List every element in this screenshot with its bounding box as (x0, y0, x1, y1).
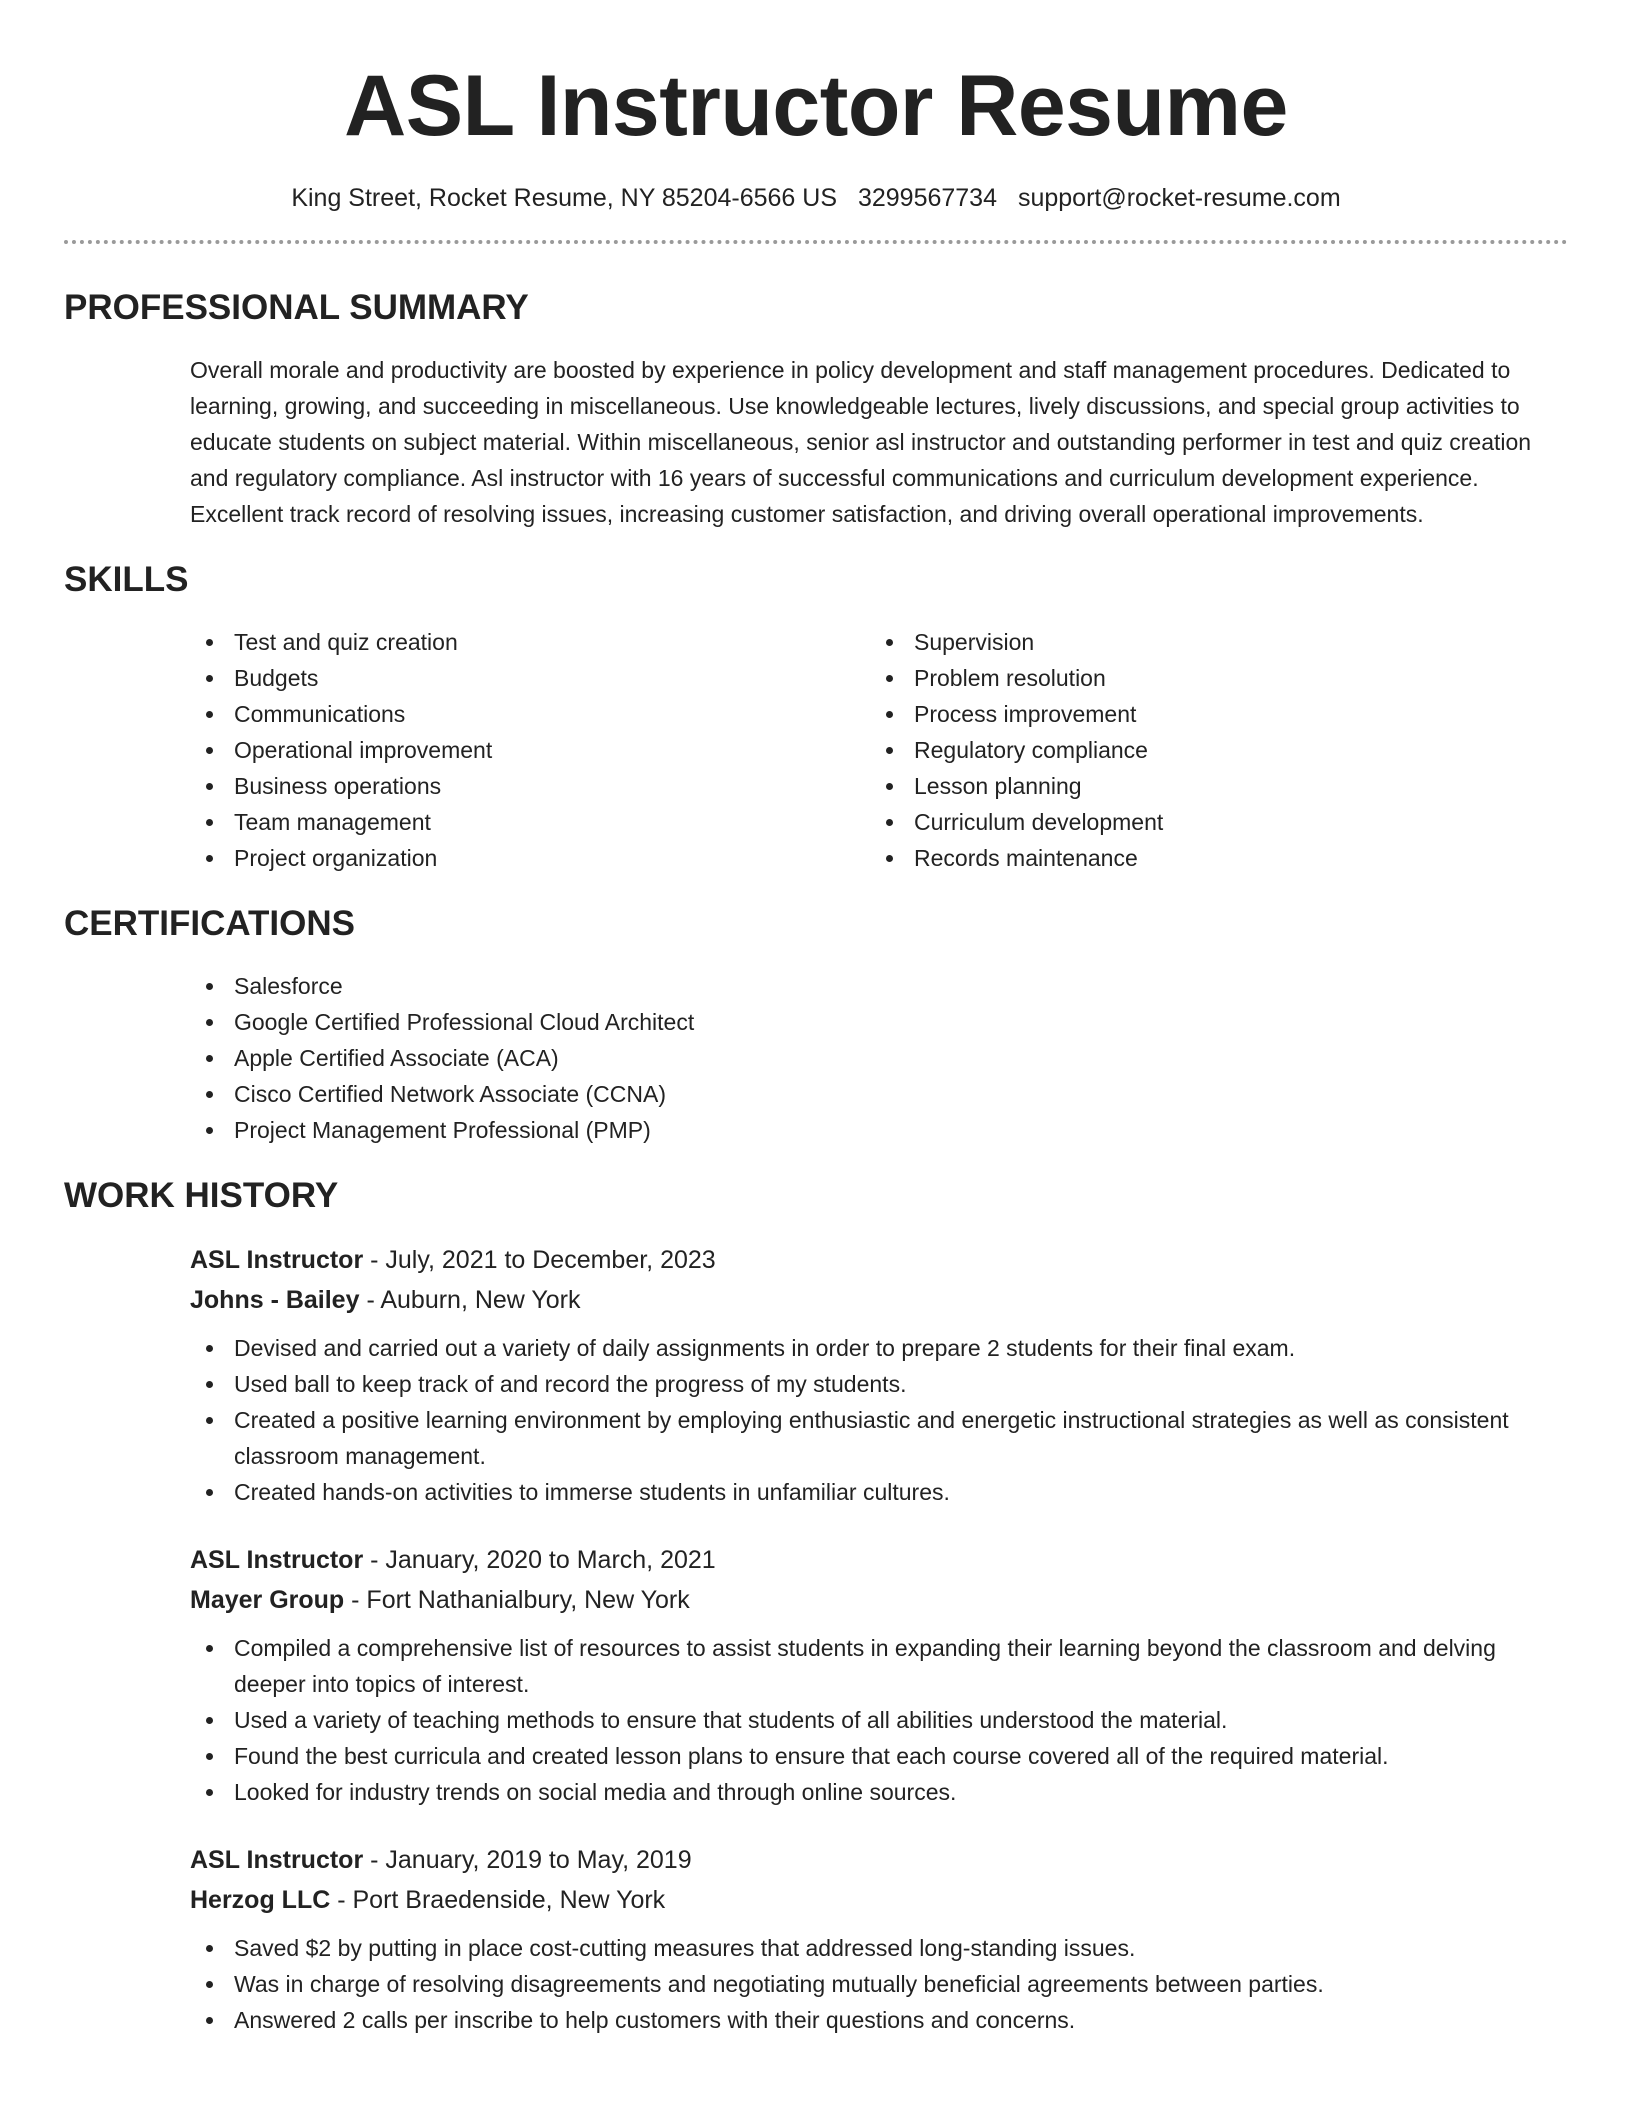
skill-item: Team management (190, 804, 870, 840)
job-company-line (190, 1580, 1568, 1620)
job-bullets (190, 1330, 1568, 1510)
job-dates: - January, 2019 to May, 2019 (363, 1846, 692, 1874)
skill-item: Regulatory compliance (870, 732, 1550, 768)
summary-text: Overall morale and productivity are boosted by experience in policy development and staff management procedures. Dedicated to learning, growing, and succeeding in miscellaneous. Use knowledgeable lectures, lively discussions, and special group activities to educate students on subject material. Within miscellaneous, senior asl instructor and outstanding performer in test and quiz creation and regulatory compliance. Asl instructor with 16 years of successful communications and curriculum development experience. Excellent track record of resolving issues, increasing customer satisfaction, and driving overall operational improvements. (190, 357, 1532, 527)
job-bullet: Devised and carried out a variety of daily assignments in order to prepare 2 students for their final exam. (190, 1330, 1568, 1366)
skill-item: Supervision (870, 624, 1550, 660)
skill-item: Test and quiz creation (190, 624, 870, 660)
job-bullet: Answered 2 calls per inscribe to help customers with their questions and concerns. (190, 2002, 1568, 2038)
certification-item: Apple Certified Associate (ACA) (190, 1040, 1568, 1076)
job-bullets (190, 1630, 1568, 1810)
job-bullet: Created a positive learning environment by employing enthusiastic and energetic instructional strategies as well as consistent classroom management. (190, 1402, 1568, 1474)
summary-heading: PROFESSIONAL SUMMARY (64, 288, 529, 327)
contact-line (64, 182, 1568, 214)
job-company: Herzog LLC (190, 1886, 331, 1914)
job-company: Mayer Group (190, 1586, 345, 1614)
skill-item: Communications (190, 696, 870, 732)
job-dates: - July, 2021 to December, 2023 (363, 1246, 716, 1274)
certifications-heading: CERTIFICATIONS (64, 904, 356, 943)
job-bullet: Created hands-on activities to immerse students in unfamiliar cultures. (190, 1474, 1568, 1510)
skill-item: Problem resolution (870, 660, 1550, 696)
job-location: - Port Braedenside, New York (330, 1886, 666, 1914)
skills-right-list (870, 624, 1550, 876)
resume-title: ASL Instructor Resume (344, 58, 1288, 154)
job-bullet: Saved $2 by putting in place cost-cutting measures that addressed long-standing issues. (190, 1930, 1568, 1966)
job-bullet: Used ball to keep track of and record the progress of my students. (190, 1366, 1568, 1402)
skill-item: Curriculum development (870, 804, 1550, 840)
job-title-line (190, 1840, 1568, 1880)
job-bullet: Used a variety of teaching methods to ensure that students of all abilities understood the material. (190, 1702, 1568, 1738)
skill-item: Lesson planning (870, 768, 1550, 804)
contact-email: support@rocket-resume.com (1017, 184, 1341, 212)
job-entry (190, 1540, 1568, 1810)
job-company-line (190, 1280, 1568, 1320)
job-role: ASL Instructor (190, 1546, 364, 1574)
job-company: Johns - Bailey (190, 1286, 360, 1314)
work-history-heading: WORK HISTORY (64, 1176, 339, 1215)
job-location: - Fort Nathanialbury, New York (344, 1586, 690, 1614)
contact-address: King Street, Rocket Resume, NY 85204-6566 US (291, 184, 837, 212)
skills-columns (190, 624, 1568, 876)
job-role: ASL Instructor (190, 1846, 364, 1874)
certification-item: Salesforce (190, 968, 1568, 1004)
skill-item: Business operations (190, 768, 870, 804)
job-title-line (190, 1240, 1568, 1280)
job-bullet: Found the best curricula and created lesson plans to ensure that each course covered all of the required material. (190, 1738, 1568, 1774)
skill-item: Process improvement (870, 696, 1550, 732)
skill-item: Project organization (190, 840, 870, 876)
job-entry (190, 1240, 1568, 1510)
job-dates: - January, 2020 to March, 2021 (363, 1546, 716, 1574)
skills-heading: SKILLS (64, 560, 189, 599)
job-bullet: Looked for industry trends on social media and through online sources. (190, 1774, 1568, 1810)
skill-item: Budgets (190, 660, 870, 696)
certifications-list (190, 968, 1568, 1148)
certification-item: Google Certified Professional Cloud Architect (190, 1004, 1568, 1040)
skill-item: Operational improvement (190, 732, 870, 768)
header-divider (64, 240, 1568, 244)
job-bullet: Was in charge of resolving disagreements and negotiating mutually beneficial agreements between parties. (190, 1966, 1568, 2002)
contact-phone: 3299567734 (857, 184, 997, 212)
job-company-line (190, 1880, 1568, 1920)
job-role: ASL Instructor (190, 1246, 364, 1274)
job-bullets (190, 1930, 1568, 2038)
job-location: - Auburn, New York (359, 1286, 581, 1314)
job-entry (190, 1840, 1568, 2038)
certification-item: Cisco Certified Network Associate (CCNA) (190, 1076, 1568, 1112)
job-title-line (190, 1540, 1568, 1580)
skill-item: Records maintenance (870, 840, 1550, 876)
skills-left-list (190, 624, 870, 876)
certification-item: Project Management Professional (PMP) (190, 1112, 1568, 1148)
job-bullet: Compiled a comprehensive list of resources to assist students in expanding their learning beyond the classroom and delving deeper into topics of interest. (190, 1630, 1568, 1702)
